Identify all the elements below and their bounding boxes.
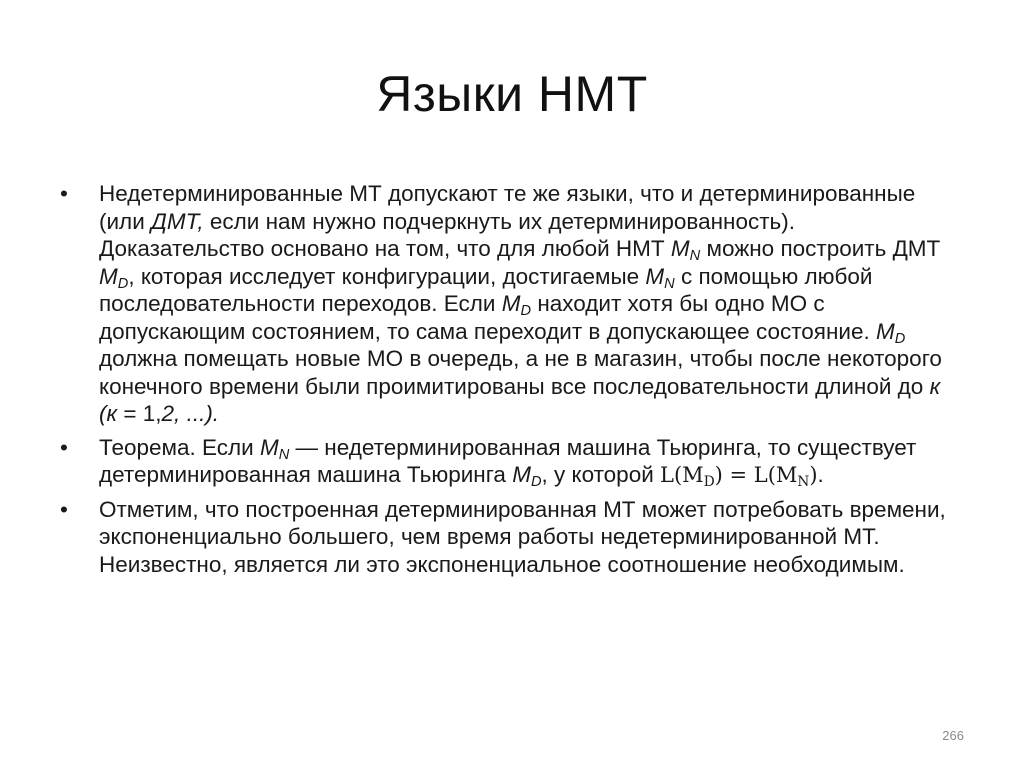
math-subscript: D [530, 474, 542, 491]
bullet-item-1 [60, 180, 960, 428]
math-var [259, 434, 290, 463]
text-run: — недетерминированная машина Тьюринга, то существует детерминированная машина Тьюринга [99, 434, 917, 487]
math-var [645, 263, 675, 292]
math-letter: M [259, 434, 279, 460]
text-run: , которая исследует конфигурации, достигаемые [128, 263, 646, 289]
formula-subscript: N [797, 473, 810, 490]
math-letter: M [875, 318, 895, 344]
math-formula [660, 463, 818, 490]
math-subscript: N [278, 446, 290, 463]
bullet-item-3 [60, 496, 960, 579]
text-run: , у которой [541, 462, 661, 487]
bullet-2-text [99, 434, 917, 491]
formula-part: ) = L(M [714, 463, 798, 487]
bullet-item-2 [60, 434, 960, 490]
slide-title: Языки НМТ [376, 66, 648, 122]
formula-part: ) [809, 463, 818, 487]
math-subscript: N [664, 275, 675, 292]
bullet-icon: • [60, 496, 68, 522]
math-var [512, 462, 542, 491]
slide-content [60, 180, 960, 584]
math-subscript: D [117, 275, 129, 292]
text-run: если нам нужно подчеркнуть их детерминированность). Доказательство основано на том, что для любой НМТ [99, 208, 795, 261]
math-letter: M [512, 462, 531, 487]
math-subscript: D [520, 303, 532, 320]
text-run: Теорема. Если [99, 434, 260, 460]
italic-term: 2, ...). [161, 401, 220, 426]
text-run: находит хотя бы одно МО с допускающим состоянием, то сама переходит в допускающее состояние. [99, 291, 876, 344]
text-run: можно построить ДМТ [700, 236, 941, 261]
math-subscript: D [894, 330, 906, 347]
italic-term: ДМТ, [151, 208, 204, 234]
formula-subscript: D [703, 473, 715, 490]
bullet-3-text: Отметим, что построенная детерминированная МТ может потребовать времени, экспоненциально большего, чем время работы недетерминированной МТ. Неизвестно, является ли это экспоненциальное соотношение необходимым. [99, 496, 946, 577]
math-letter: M [645, 263, 665, 289]
bullet-icon: • [60, 434, 68, 460]
math-letter: M [670, 236, 690, 261]
math-var [501, 291, 532, 320]
text-run: Недетерминированные МТ допускают те же языки, что и детерминированные (или [99, 181, 916, 234]
math-var [670, 236, 701, 265]
bullet-icon: • [60, 181, 68, 206]
text-run: = 1, [117, 401, 162, 426]
math-letter: M [501, 291, 521, 316]
math-var [875, 318, 906, 347]
bullet-1-text [99, 181, 942, 426]
text-run: . [817, 462, 824, 487]
page-number: 266 [942, 728, 964, 743]
math-subscript: N [689, 248, 701, 265]
formula-part: L(M [660, 463, 704, 487]
math-var [99, 263, 129, 292]
text-run: с помощью любой последовательности переходов. Если [99, 263, 873, 316]
text-run: должна помещать новые МО в очередь, а не в магазин, чтобы после некоторого конечного времени были проимитированы все последовательности длиной до [99, 346, 942, 399]
italic-term: к (к [99, 373, 941, 426]
bullet-list [60, 180, 960, 578]
math-letter: M [99, 263, 118, 289]
